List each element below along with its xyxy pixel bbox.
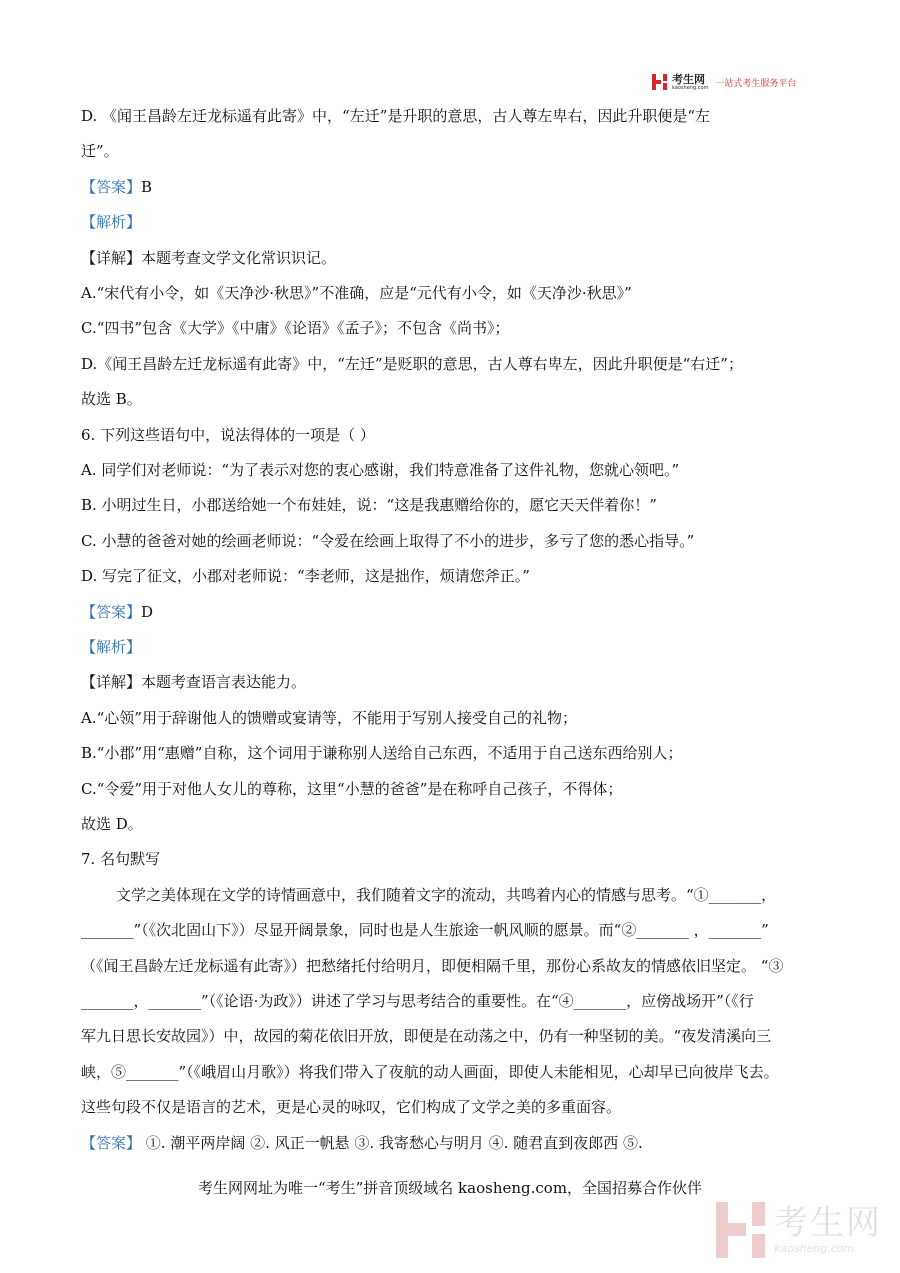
answer-line [81, 601, 840, 623]
line-text: B.“小郡”用“惠赠”自称，这个词用于谦称别人送给自己东西，不适用于自己送东西给别人； [81, 744, 683, 763]
text-line [81, 494, 840, 516]
text-line [81, 424, 840, 446]
watermark [716, 1198, 882, 1262]
watermark-name: 考生网 [774, 1202, 882, 1243]
answer-line [81, 1132, 840, 1154]
answer-line [81, 176, 840, 198]
text-line [81, 955, 840, 977]
text-line [81, 990, 840, 1012]
kaosheng-watermark-icon [716, 1200, 768, 1260]
line-text: 7. 名句默写 [81, 850, 161, 869]
text-line [81, 671, 840, 693]
line-text: D.《闻王昌龄左迁龙标遥有此寄》中，“左迁”是贬职的意思，古人尊右卑左，因此升职便是“右迁”； [81, 354, 743, 373]
text-line [81, 459, 840, 481]
line-text: A. 同学们对老师说：“为了表示对您的衷心感谢，我们特意准备了这件礼物，您就心领吧。” [81, 461, 680, 479]
section-tag: 【解析】 [81, 213, 142, 232]
line-text: 迁”。 [81, 142, 119, 161]
line-text: D. 《闻王昌龄左迁龙标遥有此寄》中，“左迁”是升职的意思，古人尊左卑右，因此升职便是“左 [81, 107, 711, 125]
text-line [81, 848, 840, 870]
section-tag: 【解析】 [81, 638, 142, 656]
logo-name: 考生网 [672, 72, 705, 86]
text-line [81, 813, 840, 835]
line-text: 6. 下列这些语句中，说法得体的一项是（ ） [81, 425, 375, 444]
text-line [81, 353, 840, 375]
line-text: 这些句段不仅是语言的艺术，更是心灵的咏叹，它们构成了文学之美的多重面容。 [81, 1098, 622, 1117]
line-text: （《闻王昌龄左迁龙标遥有此寄》）把愁绪托付给明月，即便相隔千里，那份心系故友的情感依旧坚定。 “③ [81, 956, 784, 975]
line-text: B [141, 177, 153, 196]
answer-line [81, 211, 840, 233]
line-text: D. 写完了征文，小郡对老师说：“李老师，这是拙作，烦请您斧正。” [81, 567, 530, 586]
line-text: 故选 B。 [81, 390, 142, 409]
line-text: C.“四书”包含《大学》《中庸》《论语》《孟子》；不包含《尚书》； [81, 319, 510, 338]
text-line [81, 140, 840, 162]
answer-line [81, 636, 840, 658]
text-line [81, 1061, 840, 1083]
line-text: B. 小明过生日，小郡送给她一个布娃娃，说：“这是我惠赠给你的，愿它天天伴着你！” [81, 496, 657, 515]
text-line [81, 1096, 840, 1118]
line-text: 故选 D。 [81, 815, 143, 833]
text-line [81, 282, 840, 304]
text-line [81, 105, 840, 127]
section-tag: 【答案】 [81, 177, 142, 196]
logo-domain: kaosheng.com [672, 84, 709, 91]
page-footer: 考生网网址为唯一“考生”拼音顶级域名 kaosheng.com，全国招募合作伙伴 [197, 1179, 703, 1197]
line-text: A.“宋代有小令，如《天净沙·秋思》”不准确，应是“元代有小令，如《天净沙·秋思》” [81, 284, 632, 302]
line-text: 峡，⑤_______”（《峨眉山月歌》）将我们带入了夜航的动人画面，即使人未能相见，心却早已向彼岸飞去。 [81, 1062, 779, 1081]
site-logo [652, 72, 796, 92]
line-text: 【详解】本题考查文学文化常识识记。 [81, 248, 337, 267]
text-line [81, 884, 840, 906]
text-line [81, 778, 840, 800]
section-tag: 【答案】 [81, 602, 142, 621]
line-text: A.“心领”用于辞谢他人的馈赠或宴请等，不能用于写别人接受自己的礼物； [81, 708, 577, 727]
line-text: C. 小慧的爸爸对她的绘画老师说：“令爱在绘画上取得了不小的进步，多亏了您的悉心指导。” [81, 531, 695, 550]
text-line [81, 317, 840, 339]
text-line [81, 388, 840, 410]
line-text: 【详解】本题考查语言表达能力。 [81, 673, 307, 692]
line-text: D [141, 602, 154, 621]
text-line [81, 247, 840, 269]
line-text: _______，_______”（《论语·为政》）讲述了学习与思考结合的重要性。在“④_______，应傍战场开”（《行 [81, 992, 754, 1010]
watermark-domain: kaosheng.com [774, 1241, 855, 1255]
text-line [81, 530, 840, 552]
line-text: 文学之美体现在文学的诗情画意中，我们随着文字的流动，共鸣着内心的情感与思考。“①_______， [116, 885, 777, 904]
line-text: 军九日思长安故园》）中，故园的菊花依旧开放，即便是在动荡之中，仍有一种坚韧的美。“夜发清溪向三 [81, 1027, 772, 1046]
section-tag: 【答案】 [81, 1133, 142, 1152]
text-line [81, 742, 840, 764]
text-line [81, 1025, 840, 1047]
line-text: C.“令爱”用于对他人女儿的尊称，这里“小慧的爸爸”是在称呼自己孩子，不得体； [81, 779, 623, 798]
text-line [81, 919, 840, 941]
logo-slogan: 一站式考生服务平台 [715, 78, 797, 89]
line-text: ①. 潮平两岸阔 ②. 风正一帆悬 ③. 我寄愁心与明月 ④. 随君直到夜郎西 ⑤. [141, 1133, 643, 1152]
text-line [81, 565, 840, 587]
line-text: _______”（《次北固山下》）尽显开阔景象，同时也是人生旅途一帆风顺的愿景。而“②_______ ，_______” [81, 921, 769, 940]
text-line [81, 707, 840, 729]
kaosheng-logo-icon [652, 73, 668, 91]
